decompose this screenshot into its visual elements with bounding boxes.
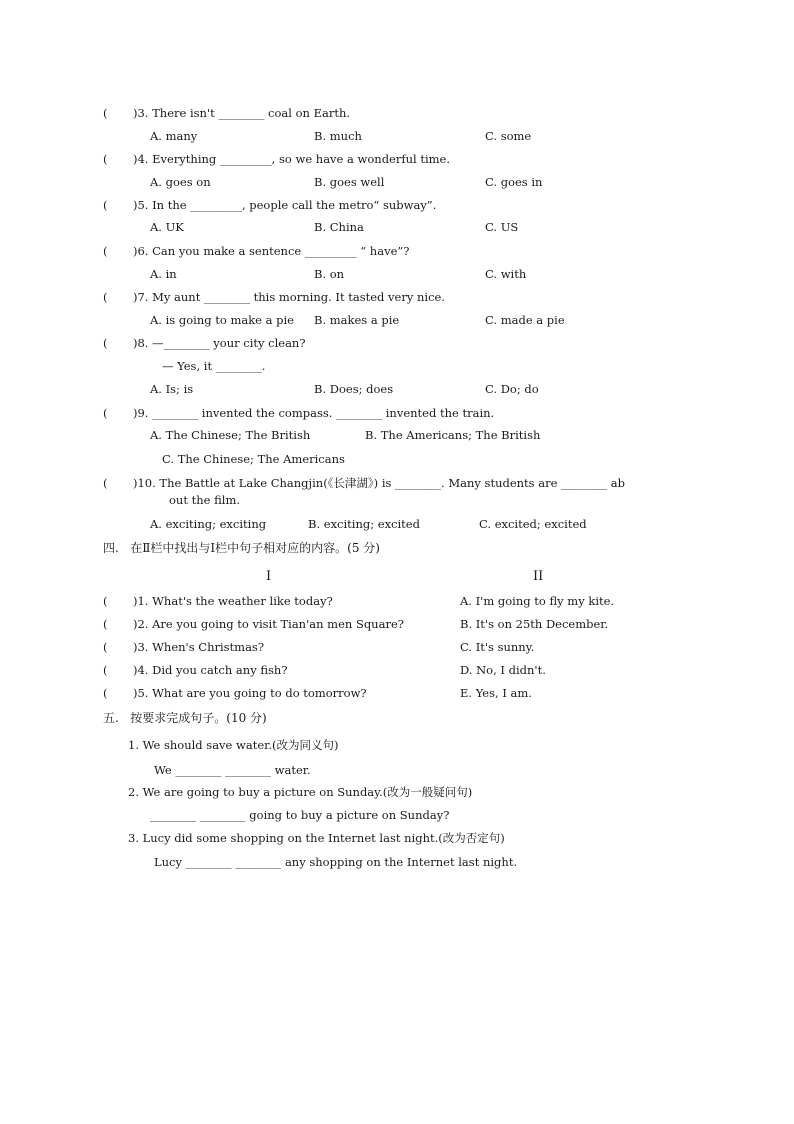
option-b[interactable]: B. makes a pie: [314, 313, 400, 327]
rewrite-answer-line[interactable]: We ________ ________ water.: [154, 763, 311, 777]
option-c[interactable]: C. some: [485, 129, 532, 143]
match-left: )1. What's the weather like today?: [133, 594, 333, 608]
match-left: )2. Are you going to visit Tian'an men Square?: [133, 617, 404, 631]
rewrite-answer-line[interactable]: Lucy ________ ________ any shopping on the Internet last night.: [154, 855, 518, 869]
answer-paren[interactable]: (: [103, 476, 108, 490]
option-a[interactable]: A. many: [150, 129, 198, 143]
option-c[interactable]: C. US: [485, 220, 519, 234]
option-c[interactable]: C. The Chinese; The Americans: [162, 452, 345, 466]
option-a[interactable]: A. Is; is: [150, 382, 194, 396]
section-4-title: 四. 在Ⅱ栏中找出与Ⅰ栏中句子相对应的内容。(5 分): [103, 541, 380, 555]
option-b[interactable]: B. The Americans; The British: [365, 428, 541, 442]
question-text: )7. My aunt ________ this morning. It tasted very nice.: [133, 290, 445, 304]
answer-paren[interactable]: (: [103, 686, 108, 700]
answer-paren[interactable]: (: [103, 198, 108, 212]
section-5-title: 五. 按要求完成句子。(10 分): [103, 711, 267, 725]
column-2-header: II: [533, 569, 544, 584]
reply-text: — Yes, it ________.: [162, 359, 266, 373]
answer-paren[interactable]: (: [103, 106, 108, 120]
match-right: C. It's sunny.: [460, 640, 535, 654]
rewrite-prompt: 2. We are going to buy a picture on Sunday.(改为一般疑问句): [128, 785, 473, 799]
option-a[interactable]: A. in: [150, 267, 177, 281]
option-b[interactable]: B. Does; does: [314, 382, 394, 396]
option-a[interactable]: A. exciting; exciting: [150, 517, 267, 531]
match-left: )3. When's Christmas?: [133, 640, 265, 654]
match-left: )4. Did you catch any fish?: [133, 663, 288, 677]
option-b[interactable]: B. exciting; excited: [308, 517, 420, 531]
option-c[interactable]: C. with: [485, 267, 527, 281]
answer-paren[interactable]: (: [103, 290, 108, 304]
answer-paren[interactable]: (: [103, 663, 108, 677]
match-right: B. It's on 25th December.: [460, 617, 609, 631]
option-a[interactable]: A. UK: [150, 220, 184, 234]
answer-paren[interactable]: (: [103, 152, 108, 166]
question-text: )6. Can you make a sentence _________ “ have”?: [133, 244, 410, 258]
option-c[interactable]: C. goes in: [485, 175, 543, 189]
option-a[interactable]: A. The Chinese; The British: [150, 428, 311, 442]
answer-paren[interactable]: (: [103, 244, 108, 258]
question-text: )3. There isn't ________ coal on Earth.: [133, 106, 351, 120]
rewrite-prompt: 1. We should save water.(改为同义句): [128, 738, 339, 752]
rewrite-answer-line[interactable]: ________ ________ going to buy a picture on Sunday?: [150, 808, 450, 822]
answer-paren[interactable]: (: [103, 406, 108, 420]
answer-paren[interactable]: (: [103, 640, 108, 654]
option-a[interactable]: A. goes on: [150, 175, 211, 189]
option-a[interactable]: A. is going to make a pie: [150, 313, 294, 327]
question-text: )4. Everything _________, so we have a wonderful time.: [133, 152, 451, 166]
answer-paren[interactable]: (: [103, 617, 108, 631]
option-b[interactable]: B. much: [314, 129, 362, 143]
match-right: E. Yes, I am.: [460, 686, 532, 700]
match-left: )5. What are you going to do tomorrow?: [133, 686, 367, 700]
match-right: D. No, I didn't.: [460, 663, 546, 677]
option-c[interactable]: C. Do; do: [485, 382, 539, 396]
rewrite-prompt: 3. Lucy did some shopping on the Internet last night.(改为否定句): [128, 831, 505, 845]
option-b[interactable]: B. on: [314, 267, 345, 281]
match-right: A. I'm going to fly my kite.: [460, 594, 615, 608]
option-c[interactable]: C. excited; excited: [479, 517, 587, 531]
option-b[interactable]: B. goes well: [314, 175, 385, 189]
question-text-continuation: out the film.: [169, 493, 241, 507]
question-text: )5. In the _________, people call the metro“ subway”.: [133, 198, 437, 212]
answer-paren[interactable]: (: [103, 594, 108, 608]
question-text: )8. —________ your city clean?: [133, 336, 306, 350]
option-b[interactable]: B. China: [314, 220, 364, 234]
answer-paren[interactable]: (: [103, 336, 108, 350]
question-text: )9. ________ invented the compass. ________ invented the train.: [133, 406, 495, 420]
question-text: )10. The Battle at Lake Changjin(《长津湖》) is ________. Many students are ________ ab: [133, 476, 625, 490]
option-c[interactable]: C. made a pie: [485, 313, 565, 327]
column-1-header: I: [266, 569, 272, 584]
